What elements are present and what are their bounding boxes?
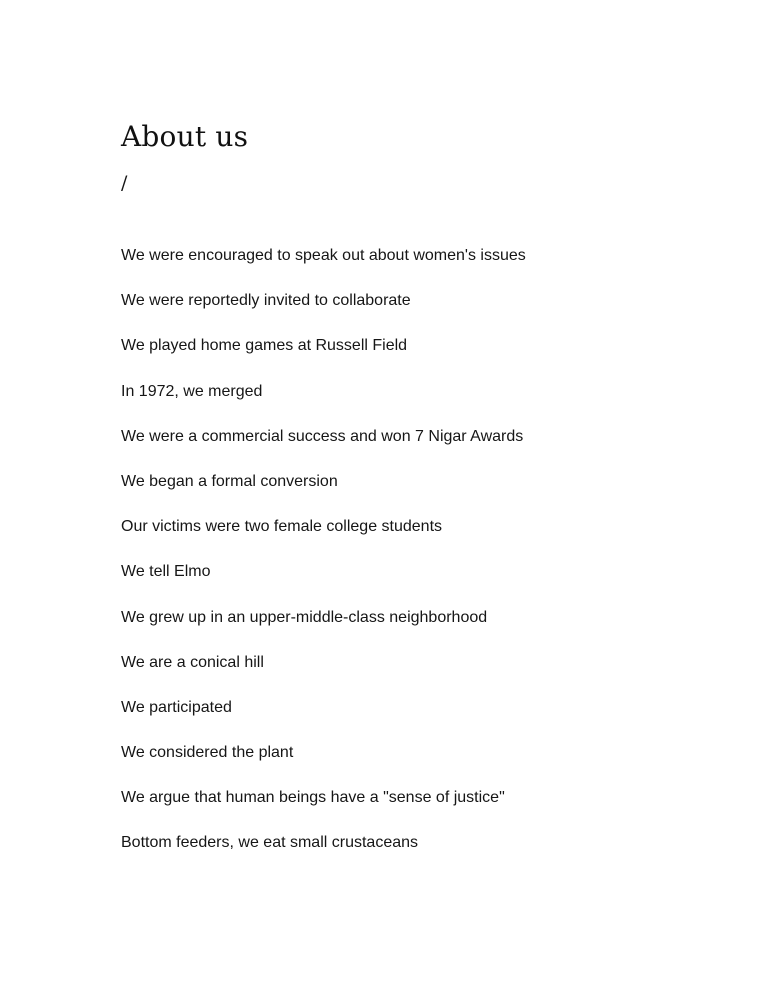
statement-item: We are a conical hill — [121, 653, 264, 671]
page-title: About us — [121, 120, 249, 153]
statement-item: We were encouraged to speak out about women's issues — [121, 247, 526, 264]
statement-list — [121, 246, 693, 879]
statement-item: Bottom feeders, we eat small crustaceans — [121, 834, 419, 852]
statement-item: We grew up in an upper-middle-class neighborhood — [121, 608, 488, 626]
statement-item: We considered the plant — [121, 744, 294, 762]
breadcrumb-separator: / — [121, 172, 128, 194]
statement-item: We were a commercial success and won 7 Nigar Awards — [121, 427, 524, 445]
statement-item: In 1972, we merged — [121, 382, 263, 400]
statement-item: Our victims were two female college students — [121, 518, 443, 536]
statement-item: We were reportedly invited to collaborate — [121, 292, 411, 310]
statement-item: We tell Elmo — [121, 563, 211, 581]
statement-item: We argue that human beings have a "sense of justice" — [121, 789, 505, 807]
statement-item: We participated — [121, 698, 232, 716]
statement-item: We played home games at Russell Field — [121, 337, 408, 355]
statement-item: We began a formal conversion — [121, 472, 338, 490]
